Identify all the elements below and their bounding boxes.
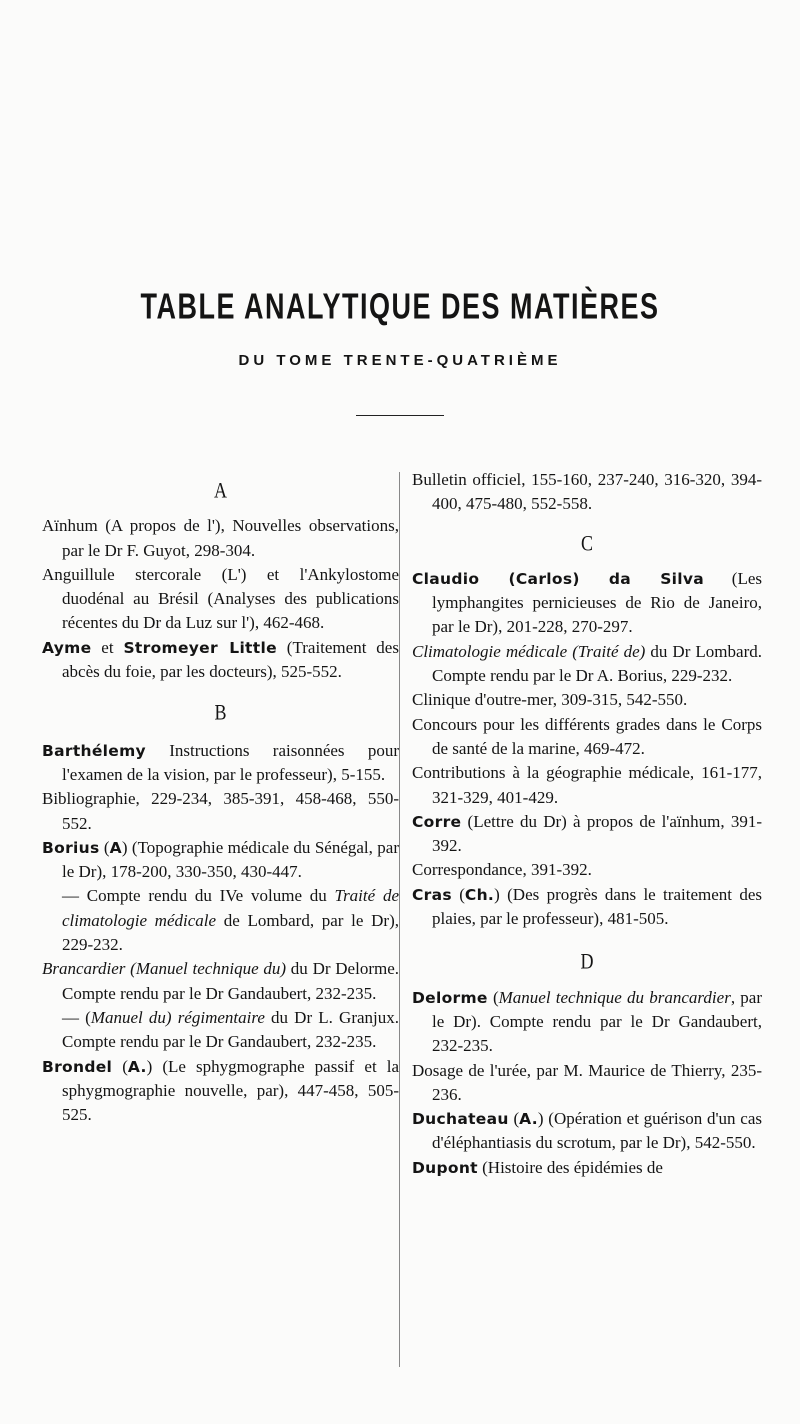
section-letter-c: C [580,530,593,556]
entry-italic: Manuel du) régimentaire [90,1007,265,1027]
entry-text: ( [508,1109,520,1129]
entry-text: Concours pour les différents grades dans le Corps de santé de la marine, 469-472. [412,714,762,758]
entry-text: ( [451,884,465,904]
entry-dupont [412,1156,762,1180]
entry-text: de Lombard, par le Dr), 229-232. [62,910,399,955]
entry-text: Bibliographie, 229-234, 385-391, 458-468, 550-552. [42,789,399,833]
entry-text: et [91,637,124,657]
entry-text: Bulletin officiel, 155-160, 237-240, 316-320, 394-400, 475-480, 552-558. [412,470,762,514]
entry-text: (Lettre du Dr) à propos de l'aïnhum, 391-392. [432,811,762,856]
entry-text: ) (Des progrès dans le traitement des plaies, par le professeur), 481-505. [432,884,762,929]
entry-dosage [412,1059,762,1108]
entry-keyword: Delorme [412,988,488,1007]
entry-italic: Brancardier (Manuel technique du) [42,959,287,979]
entry-borius-sub [42,884,399,957]
entry-keyword: Dupont [412,1158,478,1177]
entry-concours [412,713,762,762]
entry-keyword: Barthélemy [42,741,146,760]
left-column [42,474,399,1127]
entry-borius [42,836,399,885]
entry-text: Anguillule stercorale (L') et l'Ankylostome duodénal au Brésil (Analyses des publications récentes du Dr da Luz sur l'), 462-468. [42,564,399,633]
entry-barthelemy [42,739,399,788]
entry-brancardier [42,957,399,1006]
column-divider [399,472,400,1367]
entry-brondel [42,1055,399,1128]
entry-corre [412,810,762,859]
entry-text: ( [99,837,110,857]
entry-text: (Les lymphangites pernicieuses de Rio de Janeiro, par le Dr), 201-228, 270-297. [432,568,762,637]
entry-delorme [412,986,762,1059]
entry-text: Instructions raisonnées pour l'examen de la vision, par le professeur), 5-155. [62,740,399,784]
entry-climatologie [412,640,762,689]
entry-keyword: Stromeyer Little [123,638,277,657]
entry-anguillule [42,563,399,636]
right-column [412,468,762,1180]
page-title: TABLE ANALYTIQUE DES MATIÈRES [140,286,660,327]
entry-text: Aïnhum (A propos de l'), Nouvelles observations, par le Dr F. Guyot, 298-304. [42,516,399,560]
entry-claudio [412,567,762,640]
entry-italic: Climatologie médicale (Traité de) [412,641,646,661]
entry-ainhum [42,514,399,563]
entry-cras [412,883,762,932]
entry-text: du Dr Lombard. Compte rendu par le Dr A. Borius, 229-232. [432,641,762,686]
entry-bibliographie [42,787,399,836]
entry-duchateau [412,1107,762,1156]
entry-text: (Traitement des abcès du foie, par les docteurs), 525-552. [62,637,399,682]
entry-text: ( [112,1056,128,1076]
entry-text: Correspondance, 391-392. [412,860,592,880]
entry-text: Contributions à la géographie médicale, 161-177, 321-329, 401-429. [412,763,762,807]
entry-text: , par le Dr). Compte rendu par le Dr Gandaubert, 232-235. [432,987,762,1056]
entry-text: du Dr L. Granjux. Compte rendu par le Dr Gandaubert, 232-235. [62,1007,399,1052]
entry-text: ) (Le sphygmographe passif et la sphygmographie nouvelle, par), 447-458, 505-525. [62,1056,399,1125]
entry-text: (Histoire des épidémies de [477,1157,663,1177]
page-subtitle: DU TOME TRENTE-QUATRIÈME [238,352,562,369]
entry-text: — ( [62,1007,91,1027]
section-letter-d: D [580,948,594,974]
title-rule [356,415,444,416]
section-letter-a: A [214,477,227,503]
entry-text: ) (Opération et guérison d'un cas d'éléphantiasis du scrotum, par le Dr), 542-550. [432,1109,762,1153]
entry-keyword: Duchateau [412,1110,509,1129]
entry-text: — Compte rendu du IVe volume du [62,886,335,906]
entry-bulletin [412,468,762,517]
entry-keyword: A. [127,1057,147,1076]
entry-keyword: Cras [412,885,452,904]
entry-ayme [42,636,399,685]
entry-keyword: Ch. [464,885,495,904]
entry-keyword: Brondel [42,1057,113,1076]
entry-text: Dosage de l'urée, par M. Maurice de Thierry, 235-236. [412,1060,762,1104]
entry-brancardier-sub [42,1006,399,1055]
entry-text: ( [487,987,499,1007]
entry-contributions [412,761,762,810]
section-letter-b: B [214,699,227,725]
entry-italic: Manuel technique du brancardier [498,987,731,1007]
entry-keyword: Corre [412,812,462,831]
entry-keyword: Borius [42,838,100,857]
entry-keyword: A. [519,1110,538,1129]
entry-text: ) (Topographie médicale du Sénégal, par le Dr), 178-200, 330-350, 430-447. [62,837,399,882]
entry-correspondance [412,858,762,882]
entry-keyword: Claudio (Carlos) da Silva [412,569,705,588]
entry-keyword: Ayme [42,638,92,657]
entry-clinique [412,688,762,712]
entry-keyword: A [109,838,122,857]
entry-text: Clinique d'outre-mer, 309-315, 542-550. [412,690,688,710]
entry-text: du Dr Delorme. Compte rendu par le Dr Gandaubert, 232-235. [62,959,399,1003]
entry-italic: Traité de climatologie médicale [62,886,399,930]
